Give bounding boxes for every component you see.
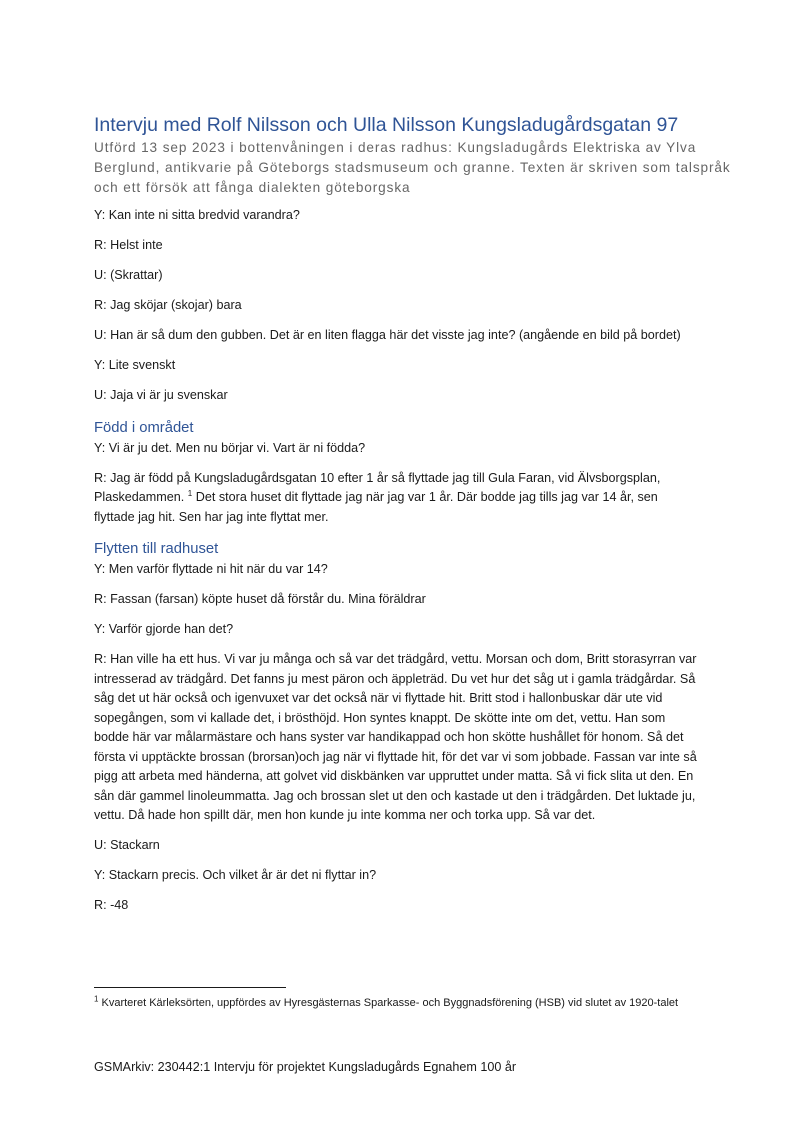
document-subtitle: Utförd 13 sep 2023 i bottenvåningen i deras radhus: Kungsladugårds Elektriska av Ylva Berglund, antikvarie på Göteborgs stadsmuseum och granne. Texten är skriven som talspråk och ett försök att fånga dialekten göteborgska (94, 140, 731, 195)
paragraph: R: Han ville ha ett hus. Vi var ju många och så var det trädgård, vettu. Morsan och dom, Britt storasyrran var intresserad av trädgård. Det fanns ju mest päron och äppleträd. Du vet hur det såg ut i gamla trädgårdar. Så såg det ut här också och igenvuxet var det också när vi flyttade hit. Britt stod i hallonbuskar där ute vid sopegången, som vi kallade det, i brösthöjd. Hon syntes knappt. De skötte inte om det, vettu. Han som bodde här var målarmästare och hans syster var handikappad och hon skötte hushållet för honom. Så det första vi upptäckte brossan (brorsan)och jag när vi flyttade hit, för det var vi som jobbade. Fassan var inte så pigg att arbeta med händerna, att golvet vid diskbänken var uppruttet under matta. Så vi fick slita ut den. En sån där gammel linoleummatta. Jag och brossan slet ut den och kastade ut den i trädgården. Det luktade ju, vettu. Då hade hon spillt där, men hon kunde ju inte komma ner och torka upp. Så var det. (94, 652, 697, 822)
paragraph: U: Han är så dum den gubben. Det är en liten flagga här det visste jag inte? (angående en bild på bordet) (94, 328, 681, 342)
paragraph-with-footnote (94, 469, 699, 528)
section-heading-fodd: Född i området (94, 419, 194, 436)
paragraph: Y: Kan inte ni sitta bredvid varandra? (94, 208, 300, 222)
paragraph-text: Det stora huset dit flyttade jag när jag var 1 år. Där bodde jag tills jag var 14 år, sen flyttade jag hit. Sen har jag inte flyttat mer. (94, 490, 658, 524)
paragraph: Y: Vi är ju det. Men nu börjar vi. Vart är ni födda? (94, 440, 366, 455)
footnote-separator (94, 987, 286, 988)
paragraph: Y: Men varför flyttade ni hit när du var 14? (94, 562, 328, 576)
paragraph: R: Fassan (farsan) köpte huset då förstår du. Mina föräldrar (94, 592, 426, 606)
footnote (94, 995, 704, 1012)
document-body (94, 206, 699, 926)
footnote-number: 1 (94, 994, 99, 1004)
paragraph: U: Jaja vi är ju svenskar (94, 388, 228, 402)
paragraph: R: -48 (94, 898, 129, 912)
footnote-reference[interactable]: 1 (187, 488, 193, 498)
footnote-text: Kvarteret Kärleksörten, uppfördes av Hyresgästernas Sparkasse- och Byggnadsförening (HSB) vid slutet av 1920-talet (98, 997, 679, 1009)
document-title: Intervju med Rolf Nilsson och Ulla Nilsson Kungsladugårdsgatan 97 (94, 114, 679, 136)
page-footer: GSMArkiv: 230442:1 Intervju för projektet Kungsladugårds Egnahem 100 år (94, 1060, 517, 1074)
paragraph: Y: Varför gjorde han det? (94, 622, 234, 636)
paragraph: Y: Lite svenskt (94, 358, 176, 372)
paragraph: R: Helst inte (94, 238, 163, 252)
paragraph: U: Stackarn (94, 838, 160, 852)
paragraph: R: Jag sköjar (skojar) bara (94, 298, 242, 312)
paragraph: U: (Skrattar) (94, 268, 163, 282)
paragraph: Y: Stackarn precis. Och vilket år är det ni flyttar in? (94, 868, 377, 882)
paragraph-text: R: Jag är född på Kungsladugårdsgatan 10 efter 1 år så flyttade jag till Gula Faran, vid Älvsborgsplan, Plaskedammen. (94, 470, 661, 504)
section-heading-flytten: Flytten till radhuset (94, 541, 219, 557)
